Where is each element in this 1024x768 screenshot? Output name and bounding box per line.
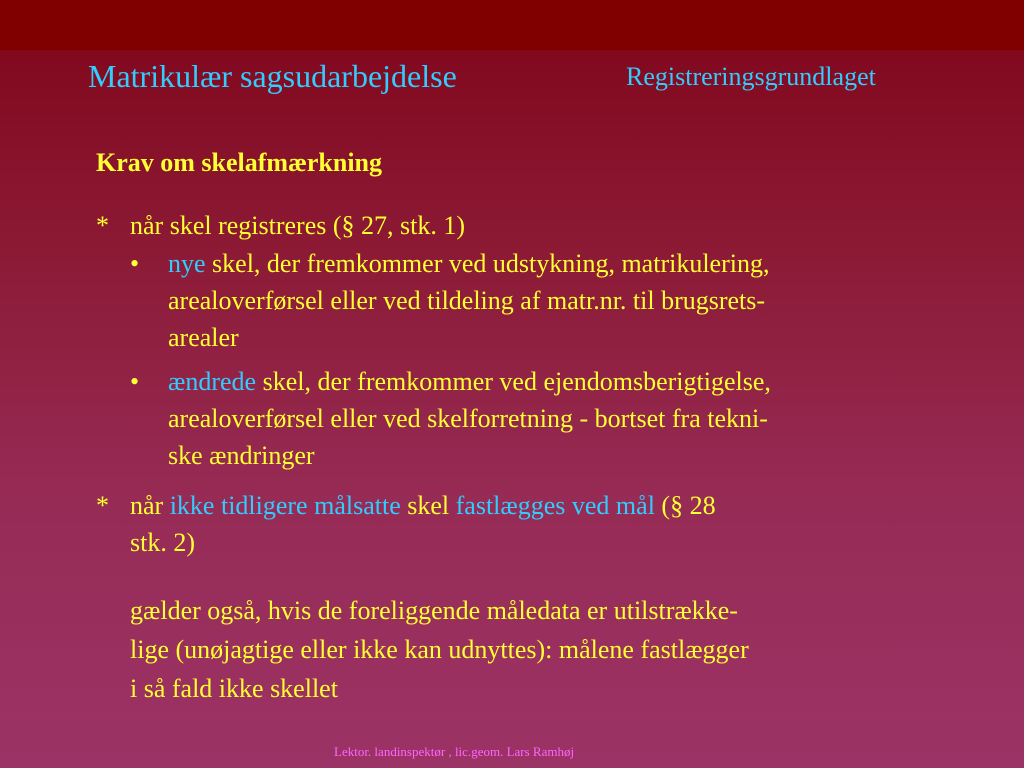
item-2-part-3: skel <box>400 491 456 520</box>
star-bullet: * <box>96 491 109 520</box>
item-2-part-5: (§ 28 <box>654 491 716 520</box>
highlight-fastlaegges: fastlægges ved mål <box>455 491 655 520</box>
highlight-ikke-tidligere: ikke tidligere målsatte <box>169 491 401 520</box>
star-bullet: * <box>96 211 109 240</box>
note-line-2: lige (unøjagtige eller ikke kan udnyttes): målene fastlægger <box>130 635 749 664</box>
highlight-aendrede: ændrede <box>168 367 257 396</box>
sub-item-2-line-1 <box>168 363 771 400</box>
item-2-line-2: stk. 2) <box>130 528 195 557</box>
sub-item-1-line-1-text: skel, der fremkommer ved udstykning, matrikulering, <box>205 249 770 278</box>
item-2 <box>130 487 716 561</box>
note-line-3: i så fald ikke skellet <box>130 674 338 703</box>
sub-item-1-line-1 <box>168 245 769 282</box>
item-2-part-1: når <box>130 491 170 520</box>
note-line-1: gælder også, hvis de foreliggende måledata er utilstrække- <box>130 596 738 625</box>
sub-item-2 <box>168 363 771 474</box>
slide-title: Matrikulær sagsudarbejdelse <box>88 58 457 94</box>
sub-item-2-line-1-text: skel, der fremkommer ved ejendomsberigtigelse, <box>256 367 771 396</box>
note-paragraph <box>130 591 749 708</box>
dot-bullet: • <box>130 367 140 396</box>
dot-bullet: • <box>130 249 140 278</box>
footer-author: Lektor. landinspektør , lic.geom. Lars Ramhøj <box>334 744 575 759</box>
sub-item-1 <box>168 245 769 356</box>
sub-item-2-line-2: arealoverførsel eller ved skelforretning - bortset fra tekni- <box>168 404 768 433</box>
item-2-line-1 <box>130 487 716 524</box>
sub-item-2-line-3: ske ændringer <box>168 441 315 470</box>
slide-subtitle: Registreringsgrundlaget <box>626 62 876 91</box>
section-heading: Krav om skelafmærkning <box>96 148 382 177</box>
sub-item-1-line-3: arealer <box>168 323 239 352</box>
item-1-text: når skel registreres (§ 27, stk. 1) <box>130 211 466 240</box>
highlight-nye: nye <box>168 249 206 278</box>
sub-item-1-line-2: arealoverførsel eller ved tildeling af matr.nr. til brugsrets- <box>168 286 766 315</box>
top-band <box>0 0 1024 50</box>
